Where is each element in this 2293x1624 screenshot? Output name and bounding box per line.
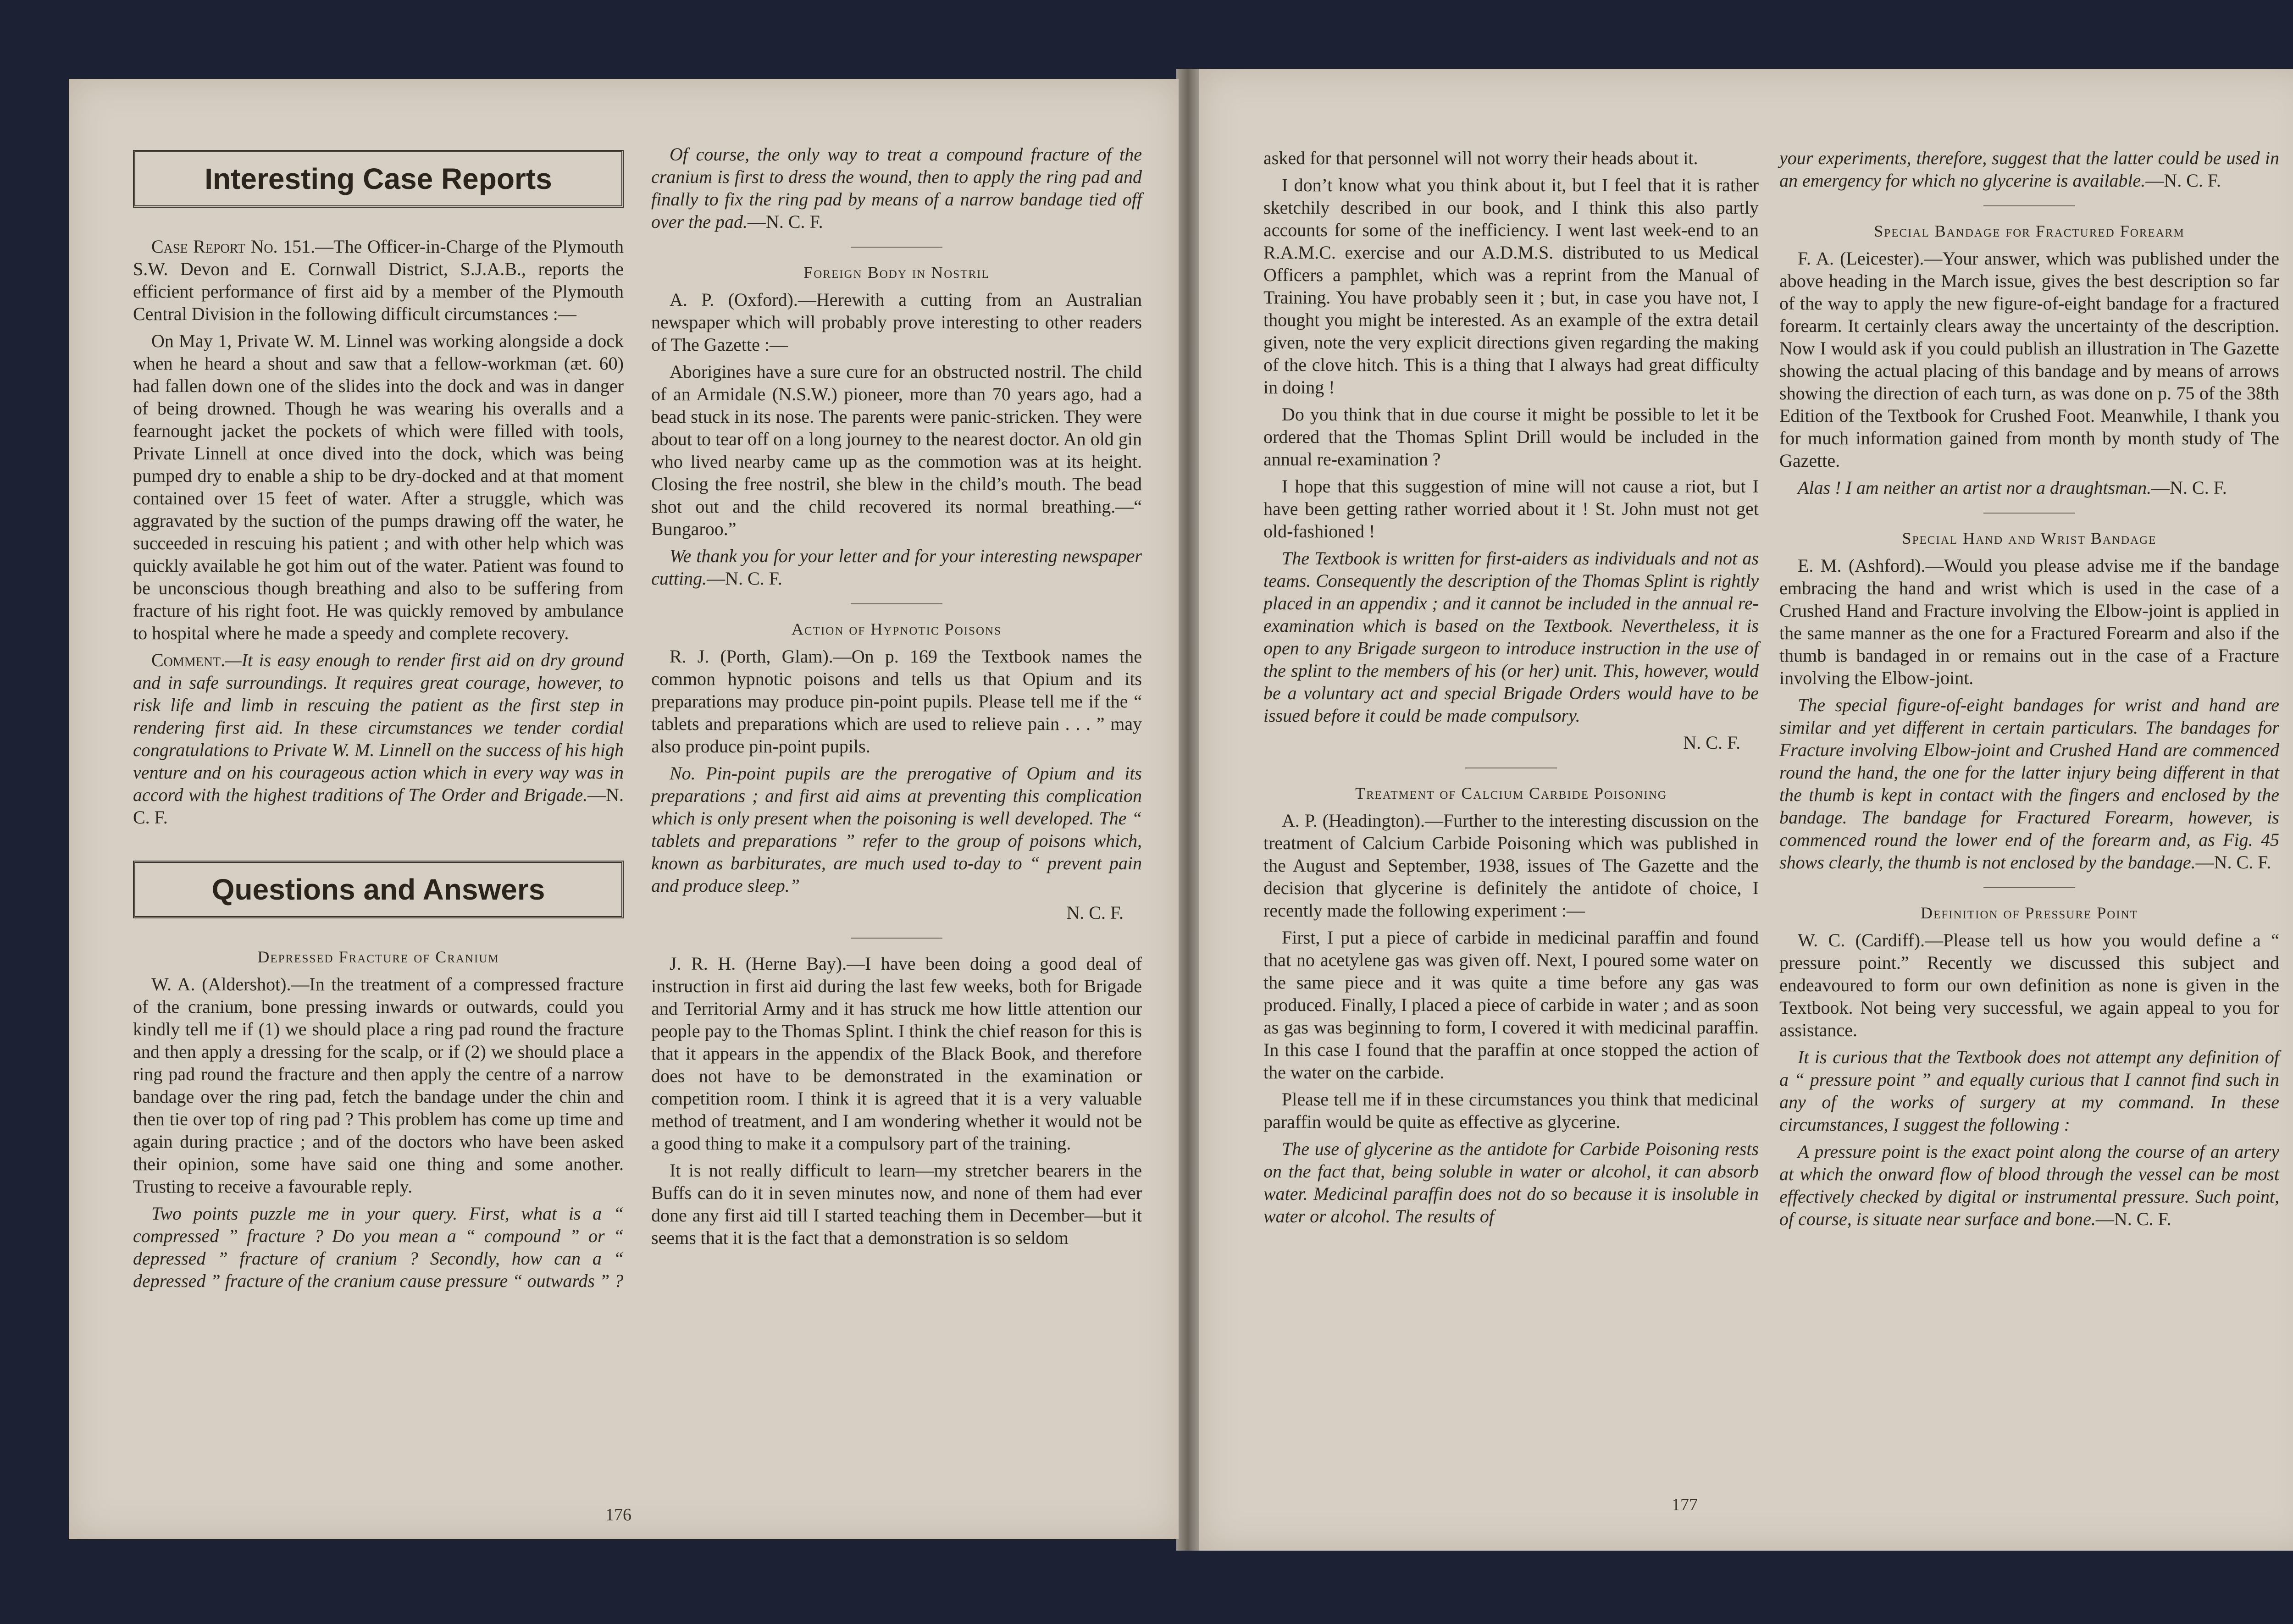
q4-reply: The Textbook is written for first-aiders as individuals and not as teams. Consequently the description of the Thomas Splint is rightly placed in an appendix ; and it cannot be included in the annual re-examination which is based on the Textbook. Nevertheless, it is open to any Brigade surgeon to introduce instruction in the use of the splint to the members of his (or her) unit. This, however, would be a voluntary act and special Brigade Orders would have to be issued before it could be made compulsory. bbox=[1263, 548, 1759, 726]
case-report-label: Case Report No. 151. bbox=[151, 236, 316, 257]
q1-heading: Depressed Fracture of Cranium bbox=[257, 948, 499, 966]
divider bbox=[851, 603, 942, 604]
case-report-intro: —The Officer-in-Charge of the Plymouth S.W. Devon and E. Cornwall District, S.J.A.B., reports the efficient performance of first aid by a member of the Plymouth Central Division in the following difficult circumstances :— bbox=[133, 236, 624, 324]
left-column-2 bbox=[651, 143, 1142, 1254]
q6-reply: Alas ! I am neither an artist nor a draughtsman. bbox=[1798, 477, 2152, 498]
q4-continued-2: I don’t know what you think about it, but I feel that it is rather sketchily described in our book, and I think this also partly accounts for some of the inefficiency. I went last week-end to an R.A.M.C. exercise and our A.D.M.S. distributed to us Medical Officers a pamphlet, which was a reprint from the Manual of Training. You have probably seen it ; but, in case you have not, I thought you might be interested. As an example of the extra detail given, note the very explicit directions given regarding the making of the clove hitch. This is a thing that I always had great difficulty in doing ! bbox=[1263, 175, 1759, 398]
q7-reply: The special figure-of-eight bandages for wrist and hand are similar and yet different in certain particulars. The bandages for Fracture involving Elbow-joint and Crushed Hand are commenced round the hand, the one for the latter injury being different in that the thumb is kept in contact with the fingers and enclosed by the bandage. The bandage for Fractured Forearm, however, is commenced round the lower end of the forearm and, as Fig. 45 shows clearly, the thumb is not enclosed by the bandage. bbox=[1779, 695, 2279, 873]
left-page bbox=[69, 79, 1179, 1539]
comment-label: Comment. bbox=[151, 650, 226, 670]
divider bbox=[1983, 513, 2075, 514]
q5-signature: —N. C. F. bbox=[2145, 170, 2221, 191]
q5-reply: The use of glycerine as the antidote for Carbide Poisoning rests on the fact that, being soluble in water or alcohol, it can absorb water. Medicinal paraffin does not do so because it is insoluble in water or alcohol. The results of bbox=[1263, 1138, 1759, 1226]
q7-signature: —N. C. F. bbox=[2195, 852, 2271, 873]
page-number-left: 176 bbox=[605, 1505, 631, 1525]
q5-reply-continued: your experiments, therefore, suggest that the latter could be used in an emergency for which no glycerine is available. bbox=[1779, 148, 2279, 191]
right-column-2 bbox=[1779, 147, 2279, 1235]
q7-heading: Special Hand and Wrist Bandage bbox=[1902, 529, 2157, 547]
q6-signature: —N. C. F. bbox=[2151, 477, 2227, 498]
q4-continued-4: I hope that this suggestion of mine will not cause a riot, but I have been getting rather worried about it ! St. John must not get old-fashioned ! bbox=[1263, 476, 1759, 541]
q3-heading: Action of Hypnotic Poisons bbox=[792, 620, 1002, 638]
q2-signature: —N. C. F. bbox=[707, 568, 782, 589]
q4-body-1: J. R. H. (Herne Bay).—I have been doing a good deal of instruction in first aid during the last few weeks, both for Brigade and Territorial Army and it has struck me how little attention our people pay to the Thomas Splint. I think the chief reason for this is that it appears in the appendix of the Black Book, and therefore does not have to be demonstrated in the examination or competition room. I think it is agreed that it is a very valuable method of treatment, and I am wondering whether it would not be a good thing to make it a compulsory part of the training. bbox=[651, 953, 1142, 1154]
comment-signature: —N. C. F. bbox=[133, 784, 624, 828]
q8-reply-2: A pressure point is the exact point along the course of an artery at which the onward flow of blood through the vessel can be most effectively checked by digital or instrumental pressure. Such point, of course, is situate near surface and bone. bbox=[1779, 1141, 2279, 1229]
comment-text: —It is easy enough to render first aid on dry ground and in safe surroundings. It requires great courage, however, to risk life and limb in rescuing the patient as the first step in rendering first aid. In these circumstances we tender cordial congratulations to Private W. M. Linnell on the success of his high venture and on his courageous action which in every way was in accord with the highest traditions of The Order and Brigade. bbox=[133, 650, 624, 805]
book-gutter bbox=[1176, 69, 1202, 1551]
q3-body: R. J. (Porth, Glam).—On p. 169 the Textbook names the common hypnotic poisons and tells us that Opium and its preparations may produce pin-point pupils. Please tell me if the “ tablets and preparations which are used to relieve pain . . . ” may also produce pin-point pupils. bbox=[651, 646, 1142, 757]
q7-body: E. M. (Ashford).—Would you please advise me if the bandage embracing the hand and wrist which is used in the case of a Crushed Hand and Fracture involving the Elbow-joint is applied in the same manner as the one for a Fractured Forearm and also if the thumb is bandaged in or remains out in the case of a Fracture involving the Elbow-joint. bbox=[1779, 555, 2279, 688]
q2-quote: Aborigines have a sure cure for an obstructed nostril. The child of an Armidale (N.S.W.) pioneer, more than 70 years ago, had a bead stuck in its nose. The parents were panic-stricken. They were about to tear off on a long journey to the nearest doctor. An old gin who lived nearby came up as the commotion was at its height. Closing the free nostril, she blew in the child’s mouth. The bead shot out and the child recovered its normal breathing.—“ Bungaroo.” bbox=[651, 361, 1142, 539]
q1-signature: —N. C. F. bbox=[747, 211, 823, 232]
q5-heading: Treatment of Calcium Carbide Poisoning bbox=[1355, 784, 1667, 802]
q6-heading: Special Bandage for Fractured Forearm bbox=[1874, 222, 2185, 240]
q5-body-1: A. P. (Headington).—Further to the interesting discussion on the treatment of Calcium Carbide Poisoning which was published in the August and September, 1938, issues of The Gazette and the decision that glycerine is definitely the antidote of choice, I recently made the following experiment :— bbox=[1263, 810, 1759, 921]
divider bbox=[1983, 205, 2075, 206]
q2-heading: Foreign Body in Nostril bbox=[803, 263, 990, 282]
q4-body-2: It is not really difficult to learn—my stretcher bearers in the Buffs can do it in seven minutes now, and none of them had ever done any first aid till I started teaching them in December—but it seems that it is the fact that a demonstration is so seldom bbox=[651, 1160, 1142, 1248]
q4-continued-1: asked for that personnel will not worry their heads about it. bbox=[1263, 148, 1698, 168]
q6-body: F. A. (Leicester).—Your answer, which was published under the above heading in the March issue, gives the best description so far of the way to apply the new figure-of-eight bandage for a fractured forearm. It certainly clears away the uncertainty of the description. Now I would ask if you could publish an illustration in The Gazette showing the actual placing of this bandage and by means of arrows showing the direction of each turn, as was done on p. 75 of the 38th Edition of the Textbook for Crushed Foot. Meanwhile, I thank you for much information gained from month by month study of The Gazette. bbox=[1779, 248, 2279, 471]
q8-signature: —N. C. F. bbox=[2095, 1209, 2171, 1229]
divider bbox=[851, 247, 942, 248]
right-column-1 bbox=[1263, 147, 1759, 1232]
q3-reply: No. Pin-point pupils are the prerogative of Opium and its preparations ; and first aid aims at preventing this complication which is only present when the poisoning is well developed. The “ tablets and preparations ” refer to the group of poisons which, known as barbiturates, are much used to-day to “ prevent pain and produce sleep.” bbox=[651, 763, 1142, 896]
questions-answers-title: Questions and Answers bbox=[133, 861, 624, 918]
q3-signature: N. C. F. bbox=[1066, 902, 1124, 923]
left-column-1 bbox=[133, 150, 624, 1297]
q2-body: A. P. (Oxford).—Herewith a cutting from an Australian newspaper which will probably prove interesting to other readers of The Gazette :— bbox=[651, 289, 1142, 355]
q8-reply-1: It is curious that the Textbook does not attempt any definition of a “ pressure point ” and equally curious that I cannot find such in any of the works of surgery at my command. In these circumstances, I suggest the following : bbox=[1779, 1047, 2279, 1135]
q2-reply: We thank you for your letter and for your interesting newspaper cutting. bbox=[651, 546, 1142, 589]
case-reports-title: Interesting Case Reports bbox=[133, 150, 624, 208]
divider bbox=[1983, 887, 2075, 888]
q1-body: W. A. (Aldershot).—In the treatment of a compressed fracture of the cranium, bone pressing inwards or outwards, could you kindly tell me if (1) we should place a ring pad round the fracture and then apply a dressing for the scalp, or if (2) we should place a ring pad round the fracture and then apply the centre of a narrow bandage over the ring pad, fetch the bandage under the chin and then tie over top of ring pad ? This problem has come up time and again during practice ; and of the doctors who have been asked their opinion, some have said one thing and some another. Trusting to receive a favourable reply. bbox=[133, 974, 624, 1197]
q4-continued-3: Do you think that in due course it might be possible to let it be ordered that the Thomas Splint Drill would be included in the annual re-examination ? bbox=[1263, 404, 1759, 470]
q4-signature: N. C. F. bbox=[1683, 732, 1740, 753]
divider bbox=[851, 938, 942, 939]
q8-heading: Definition of Pressure Point bbox=[1920, 904, 2138, 922]
right-page bbox=[1199, 69, 2293, 1551]
q5-body-2: First, I put a piece of carbide in medicinal paraffin and found that no acetylene gas was given off. Next, I poured some water on the same piece and it was quite a time before any gas was produced. Finally, I placed a piece of carbide in water ; and as soon as gas was beginning to form, I covered it with medicinal paraffin. In this case I found that the paraffin at once stopped the action of the water on the carbide. bbox=[1263, 927, 1759, 1083]
q1-reply-continued: Of course, the only way to treat a compound fracture of the cranium is first to dress the wound, then to apply the ring pad and finally to fix the ring pad by means of a narrow bandage tied off over the pad. bbox=[651, 144, 1142, 232]
q5-body-3: Please tell me if in these circumstances you think that medicinal paraffin would be quite as effective as glycerine. bbox=[1263, 1089, 1759, 1132]
q8-body: W. C. (Cardiff).—Please tell us how you would define a “ pressure point.” Recently we discussed this subject and endeavoured to form our own definition as none is given in the Textbook. Not being very successful, we again appeal to you for assistance. bbox=[1779, 930, 2279, 1040]
q1-reply: Two points puzzle me in your query. First, what is a “ compressed ” fracture ? Do you mean a “ compound ” or “ depressed ” fracture of cranium ? Secondly, how can a “ depressed ” fracture of the cranium cause pressure “ outwards ” ? bbox=[133, 1203, 624, 1291]
case-report-body: On May 1, Private W. M. Linnel was working alongside a dock when he heard a shout and saw that a fellow-workman (æt. 60) had fallen down one of the slides into the dock and was in danger of being drowned. Though he was wearing his overalls and a fearnought jacket the pockets of which were filled with tools, Private Linnell at once dived into the dock, which was being pumped dry to enable a ship to be dry-docked and at that moment contained over 15 feet of water. After a struggle, which was aggravated by the suction of the pumps drawing off the water, he succeeded in rescuing his patient ; and with other help which was quickly available he got him out of the water. Patient was found to be unconscious though breathing and also to be suffering from fracture of his right foot. He was quickly removed by ambulance to hospital where he made a speedy and complete recovery. bbox=[133, 331, 624, 643]
page-number-right: 177 bbox=[1672, 1495, 1698, 1514]
